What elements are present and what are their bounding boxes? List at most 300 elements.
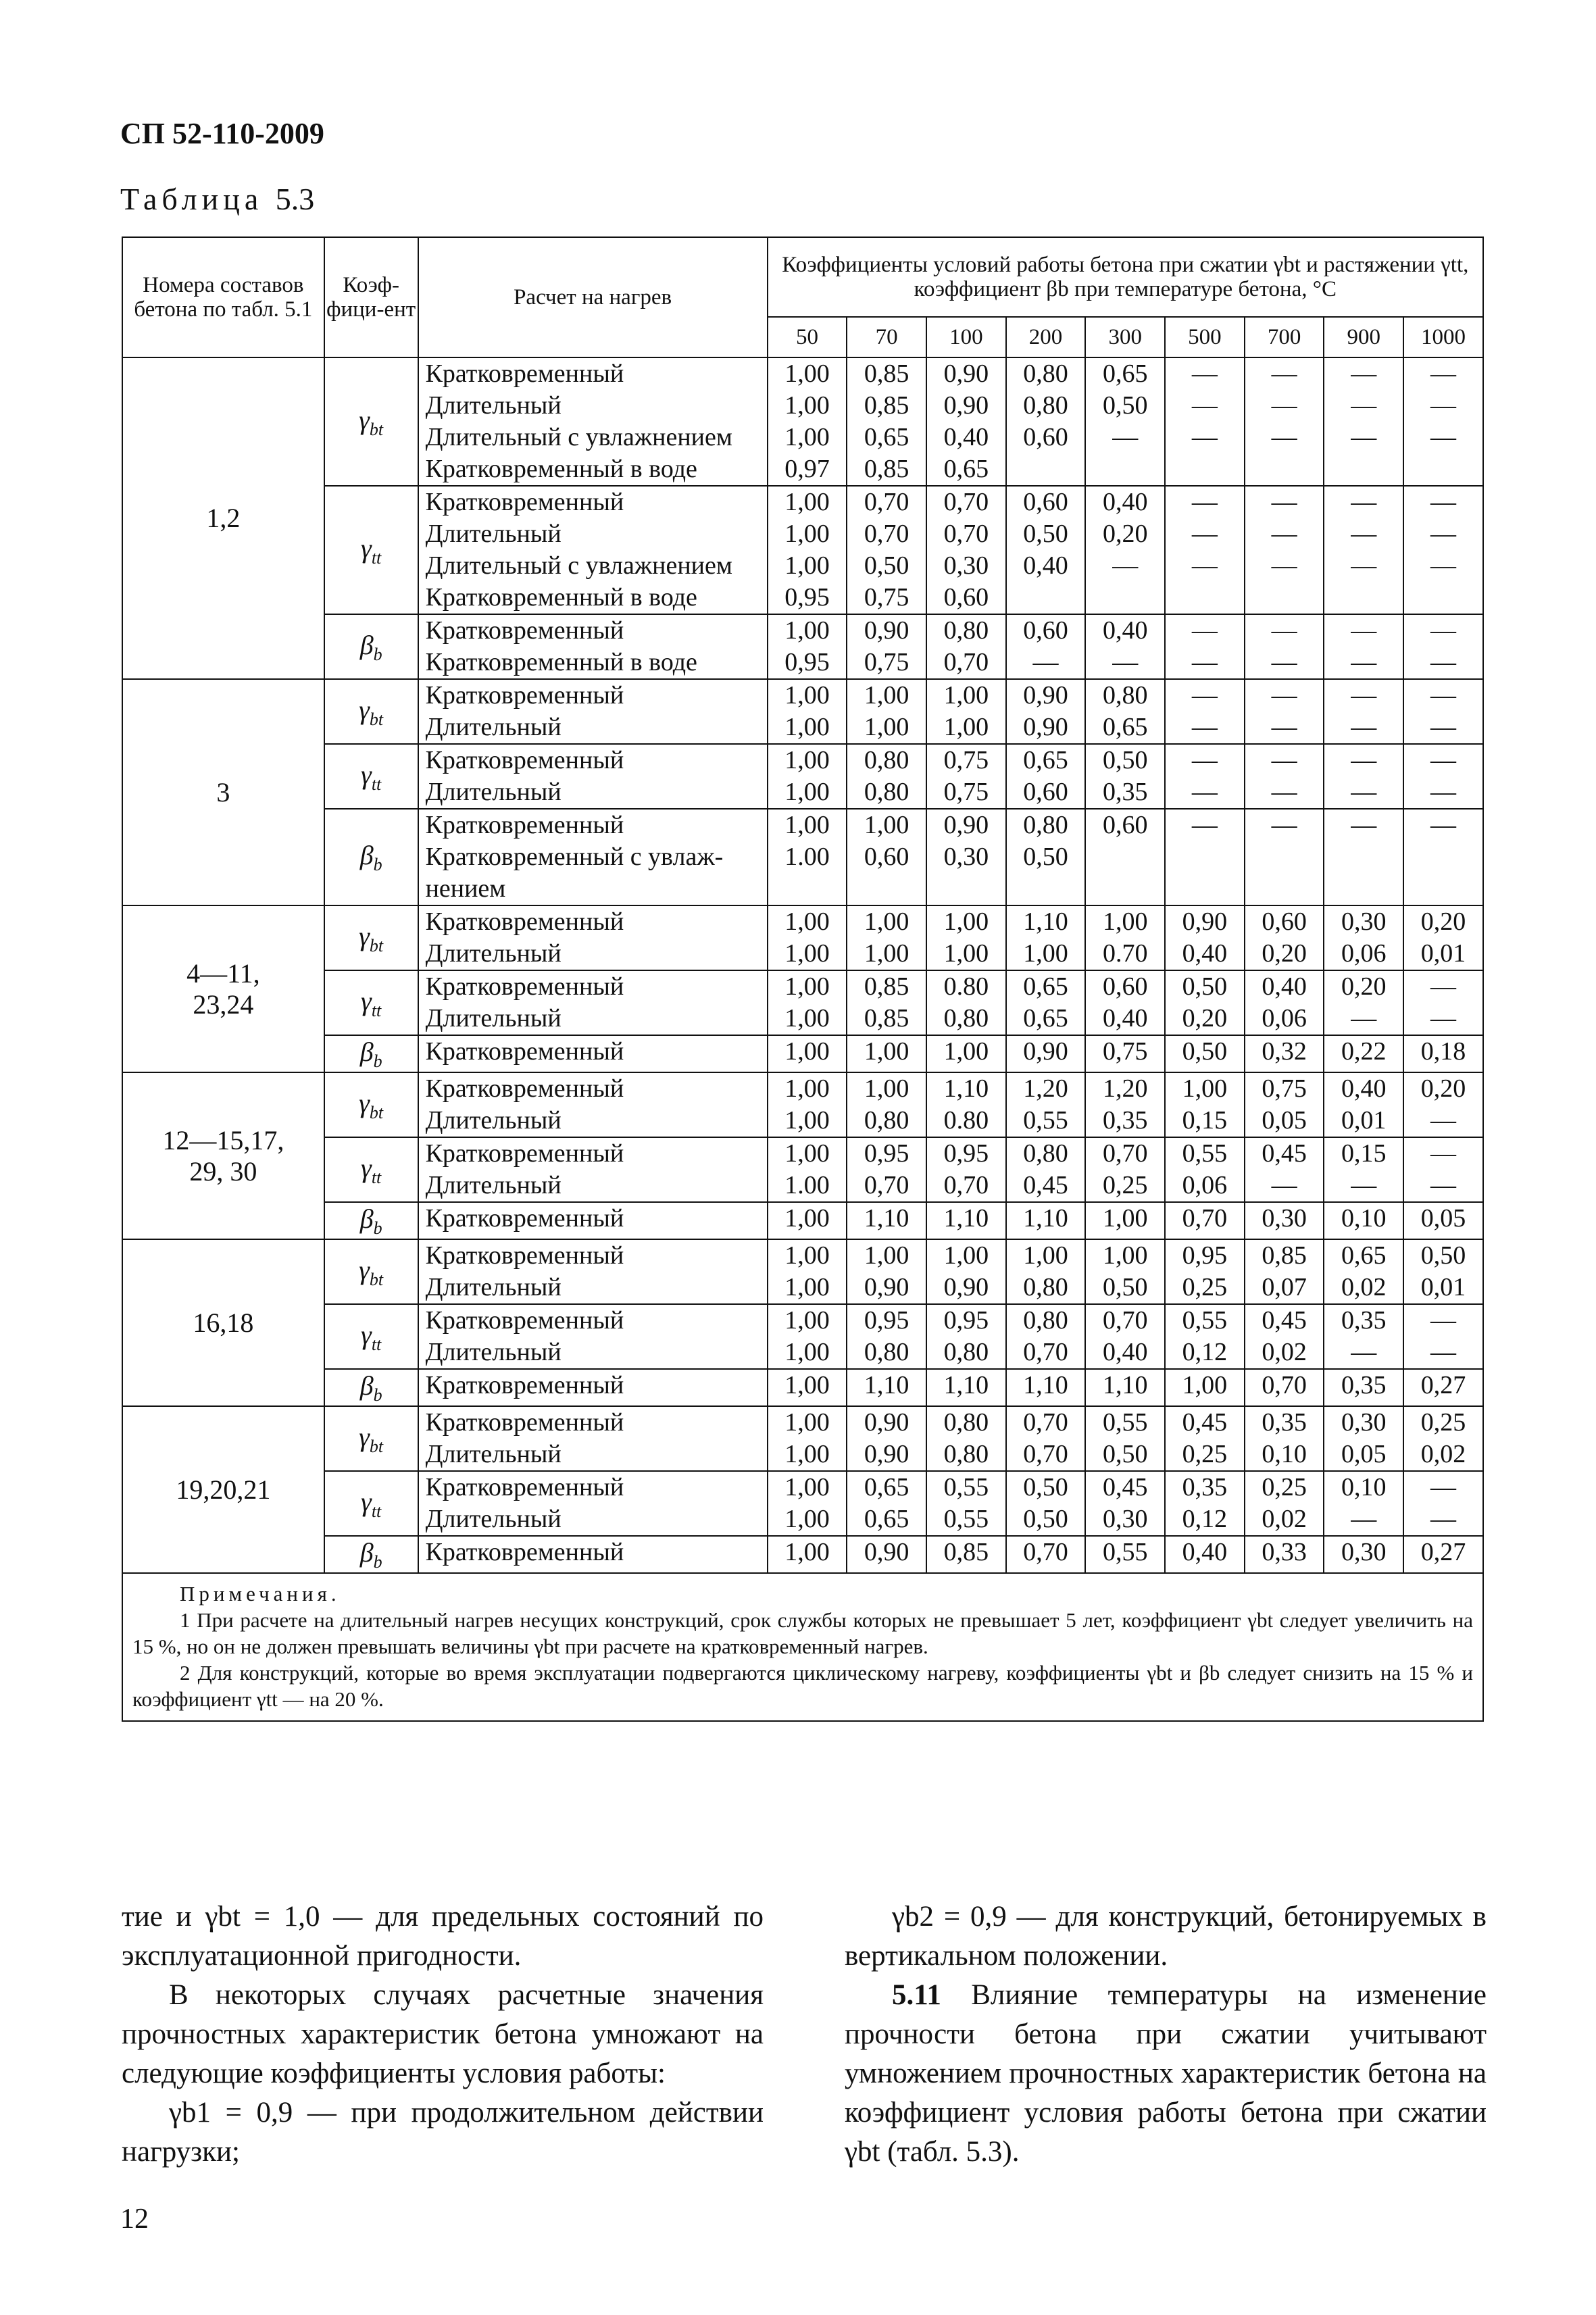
value: 0,20 xyxy=(1420,1074,1466,1103)
value: — xyxy=(1430,746,1457,774)
value-cell-1000 xyxy=(1403,1536,1483,1573)
value-cell-100 xyxy=(926,1536,1006,1573)
value-cell-300 xyxy=(1085,1471,1165,1536)
value-cell-900 xyxy=(1324,970,1403,1035)
value-cell-1000 xyxy=(1403,1072,1483,1137)
value: — xyxy=(1351,746,1377,774)
heating-mode-label: Длительный xyxy=(425,391,562,420)
heating-mode-label: нением xyxy=(425,874,506,903)
value: 0,60 xyxy=(1023,423,1068,451)
value: 0,30 xyxy=(1102,1505,1148,1533)
value: — xyxy=(1430,391,1457,420)
heating-mode-cell xyxy=(418,679,768,744)
composition-line: 1,2 xyxy=(206,503,241,533)
value: 1,10 xyxy=(943,1204,989,1233)
value-cell-900 xyxy=(1324,679,1403,744)
value: 0,70 xyxy=(1102,1139,1148,1168)
composition-line: 12—15,17, xyxy=(162,1124,284,1155)
value: 1,00 xyxy=(784,1004,830,1032)
value: — xyxy=(1430,681,1457,710)
value-cell-300 xyxy=(1085,1202,1165,1239)
coefficient-subscript: b xyxy=(373,1385,382,1405)
left-text-column xyxy=(122,1897,764,2172)
value: 0,80 xyxy=(1023,1306,1068,1335)
value: 0,80 xyxy=(1023,1139,1068,1168)
coefficient-symbol xyxy=(324,1202,418,1239)
value-cell-70 xyxy=(847,1406,926,1471)
value: 1,00 xyxy=(784,1037,830,1066)
value: — xyxy=(1191,811,1218,839)
value xyxy=(1086,841,1164,873)
value: — xyxy=(1351,551,1377,580)
value-cell-900 xyxy=(1324,1369,1403,1406)
value-cell-200 xyxy=(1006,1202,1086,1239)
value: 0,70 xyxy=(1023,1338,1068,1366)
value: 1,00 xyxy=(784,939,830,968)
value-cell-70 xyxy=(847,970,926,1035)
coefficient-symbol xyxy=(324,1369,418,1406)
coefficient-symbol xyxy=(324,1239,418,1304)
value-cell-100 xyxy=(926,1072,1006,1137)
value: 0,10 xyxy=(1341,1204,1387,1233)
heating-mode-label: Длительный xyxy=(425,1273,562,1301)
header-temperature-900: 900 xyxy=(1324,317,1403,357)
value: 0,70 xyxy=(1023,1440,1068,1468)
value-cell-100 xyxy=(926,1406,1006,1471)
coefficient-letter: γ xyxy=(361,1152,372,1183)
value: 0,40 xyxy=(1102,616,1148,645)
value: — xyxy=(1430,1306,1457,1335)
value: 0,50 xyxy=(1023,1473,1068,1501)
value: 0,55 xyxy=(1182,1306,1228,1335)
heating-mode-label: Кратковременный xyxy=(425,1139,624,1168)
value: 1,00 xyxy=(784,1505,830,1533)
value: 0,60 xyxy=(1023,778,1068,806)
value: — xyxy=(1271,681,1297,710)
value: — xyxy=(1191,423,1218,451)
value-cell-70 xyxy=(847,1137,926,1202)
value: 1,00 xyxy=(864,811,909,839)
value-cell-300 xyxy=(1085,679,1165,744)
value: — xyxy=(1271,778,1297,806)
composition-number-cell xyxy=(122,357,324,679)
value: 0,80 xyxy=(943,1408,989,1437)
value-cell-300 xyxy=(1085,614,1165,679)
value: 0,20 xyxy=(1341,972,1387,1001)
value: 0,95 xyxy=(784,583,830,612)
notes-title: Примечания. xyxy=(180,1582,341,1605)
value-cell-700 xyxy=(1245,1369,1324,1406)
coefficient-symbol xyxy=(324,1471,418,1536)
section-text: Влияние температуры на изменение прочности бетона при сжатии учитывают умножением прочностных характеристик бетона на коэффициент условия работы бетона при сжатии γbt (табл. 5.3). xyxy=(845,1979,1487,2168)
table-row xyxy=(122,1406,1483,1471)
heating-mode-label: Длительный xyxy=(425,1505,562,1533)
value-cell-100 xyxy=(926,1202,1006,1239)
heating-mode-label: Длительный xyxy=(425,1440,562,1468)
value-cell-300 xyxy=(1085,744,1165,809)
left-paragraph-1: тие и γbt = 1,0 — для предельных состояний по эксплуатационной пригодности. xyxy=(122,1901,764,1972)
heating-mode-label: Кратковременный xyxy=(425,1037,624,1066)
value: 0,85 xyxy=(864,391,909,420)
value xyxy=(1404,453,1482,485)
table-row xyxy=(122,486,1483,614)
value xyxy=(1086,582,1164,614)
value: 0,80 xyxy=(864,746,909,774)
coefficient-subscript: bt xyxy=(369,709,384,729)
value: 0,55 xyxy=(1023,1106,1068,1135)
value: 1,00 xyxy=(784,551,830,580)
value: 1,00 xyxy=(864,1037,909,1066)
value xyxy=(1324,453,1403,485)
value: 0,55 xyxy=(1102,1538,1148,1566)
value: 0,50 xyxy=(1023,843,1068,871)
page-number: 12 xyxy=(120,2204,149,2235)
value: 0,12 xyxy=(1182,1505,1228,1533)
value-cell-1000 xyxy=(1403,1406,1483,1471)
value-cell-900 xyxy=(1324,357,1403,486)
value: 1,00 xyxy=(784,907,830,936)
value: 0,06 xyxy=(1182,1171,1228,1199)
value-cell-700 xyxy=(1245,1072,1324,1137)
value-cell-200 xyxy=(1006,1406,1086,1471)
value: 0,90 xyxy=(864,1440,909,1468)
table-row xyxy=(122,744,1483,809)
value-cell-100 xyxy=(926,679,1006,744)
value: — xyxy=(1351,616,1377,645)
header-temperature-50: 50 xyxy=(768,317,847,357)
value: 0,30 xyxy=(943,551,989,580)
value: 0,60 xyxy=(943,583,989,612)
value-cell-70 xyxy=(847,614,926,679)
value-cell-300 xyxy=(1085,1239,1165,1304)
value-cell-50 xyxy=(768,744,847,809)
value: 0,90 xyxy=(864,1408,909,1437)
value: 0,50 xyxy=(864,551,909,580)
value xyxy=(1166,582,1244,614)
value: 0,80 xyxy=(1023,1273,1068,1301)
value: 0.80 xyxy=(943,972,989,1001)
value: — xyxy=(1191,681,1218,710)
value: 1,00 xyxy=(784,1139,830,1168)
coefficient-letter: γ xyxy=(359,694,370,725)
value-cell-500 xyxy=(1165,357,1245,486)
value: 0,85 xyxy=(864,1004,909,1032)
value: 0,33 xyxy=(1262,1538,1307,1566)
value: — xyxy=(1430,520,1457,548)
value-cell-300 xyxy=(1085,1072,1165,1137)
value: 0,65 xyxy=(1023,746,1068,774)
value-cell-70 xyxy=(847,1202,926,1239)
value-cell-200 xyxy=(1006,1536,1086,1573)
heating-mode-label: Длительный xyxy=(425,1004,562,1032)
value: 0,70 xyxy=(943,648,989,676)
value: 0,01 xyxy=(1341,1106,1387,1135)
value-cell-500 xyxy=(1165,1369,1245,1406)
value: 0,20 xyxy=(1182,1004,1228,1032)
heating-mode-label: Кратковременный xyxy=(425,616,624,645)
value-cell-1000 xyxy=(1403,679,1483,744)
heating-mode-cell xyxy=(418,809,768,905)
value-cell-1000 xyxy=(1403,1137,1483,1202)
heating-mode-cell xyxy=(418,1304,768,1369)
value: 0,12 xyxy=(1182,1338,1228,1366)
value-cell-300 xyxy=(1085,1304,1165,1369)
value: 0,40 xyxy=(1023,551,1068,580)
value-cell-900 xyxy=(1324,1072,1403,1137)
value-cell-500 xyxy=(1165,1304,1245,1369)
coefficients-table xyxy=(122,237,1484,1722)
value-cell-700 xyxy=(1245,744,1324,809)
value: 0,95 xyxy=(864,1139,909,1168)
value-cell-700 xyxy=(1245,1137,1324,1202)
value: 0,05 xyxy=(1420,1204,1466,1233)
value-cell-70 xyxy=(847,357,926,486)
value: 0,27 xyxy=(1420,1538,1466,1566)
value-cell-700 xyxy=(1245,679,1324,744)
value-cell-900 xyxy=(1324,1035,1403,1072)
coefficient-symbol xyxy=(324,744,418,809)
value: 1,00 xyxy=(943,907,989,936)
coefficient-subscript: bt xyxy=(369,935,384,955)
coefficient-subscript: b xyxy=(373,644,382,664)
left-paragraph-3: γb1 = 0,9 — при продолжительном действии нагрузки; xyxy=(122,2097,764,2168)
value-cell-200 xyxy=(1006,1369,1086,1406)
header-heating-calc: Расчет на нагрев xyxy=(418,237,768,357)
value: — xyxy=(1351,1338,1377,1366)
value: 0,30 xyxy=(1262,1204,1307,1233)
value: 0,35 xyxy=(1102,1106,1148,1135)
header-coefficient: Коэф-фици-ент xyxy=(324,237,418,357)
composition-number-cell xyxy=(122,679,324,905)
value: 0,35 xyxy=(1182,1473,1228,1501)
value-cell-200 xyxy=(1006,614,1086,679)
value-cell-1000 xyxy=(1403,614,1483,679)
value-cell-300 xyxy=(1085,1035,1165,1072)
heating-mode-cell xyxy=(418,614,768,679)
value: 0,50 xyxy=(1102,391,1148,420)
heating-mode-label: Кратковременный xyxy=(425,907,624,936)
coefficient-letter: γ xyxy=(359,1421,370,1452)
value: 1,00 xyxy=(784,1538,830,1566)
value-cell-500 xyxy=(1165,970,1245,1035)
value: — xyxy=(1191,488,1218,516)
value: 0,32 xyxy=(1262,1037,1307,1066)
composition-line: 29, 30 xyxy=(189,1155,257,1187)
value: 0,45 xyxy=(1102,1473,1148,1501)
value xyxy=(1166,841,1244,873)
value: 0,15 xyxy=(1182,1106,1228,1135)
table-row xyxy=(122,614,1483,679)
value: — xyxy=(1191,551,1218,580)
value: 1,00 xyxy=(784,359,830,388)
value: 1,00 xyxy=(784,1338,830,1366)
heating-mode-cell xyxy=(418,1137,768,1202)
value: 0,70 xyxy=(1182,1204,1228,1233)
value: 0,30 xyxy=(1341,1538,1387,1566)
value: — xyxy=(1430,1338,1457,1366)
value: 0,60 xyxy=(1262,907,1307,936)
composition-line: 16,18 xyxy=(193,1307,254,1338)
value: 0,70 xyxy=(943,488,989,516)
heating-mode-cell xyxy=(418,1239,768,1304)
heating-mode-label: Длительный xyxy=(425,713,562,741)
notes-row xyxy=(122,1573,1483,1721)
value-cell-500 xyxy=(1165,905,1245,970)
value: — xyxy=(1430,1004,1457,1032)
value: — xyxy=(1351,1004,1377,1032)
heating-mode-cell xyxy=(418,486,768,614)
value: 0,35 xyxy=(1262,1408,1307,1437)
value: 0,40 xyxy=(1102,1338,1148,1366)
value: 0,80 xyxy=(943,1440,989,1468)
heating-mode-label: Кратковременный xyxy=(425,1538,624,1566)
value: — xyxy=(1430,488,1457,516)
coefficient-subscript: bt xyxy=(369,1102,384,1122)
value: 0,25 xyxy=(1262,1473,1307,1501)
value: 0,02 xyxy=(1420,1440,1466,1468)
table-row xyxy=(122,1471,1483,1536)
value: — xyxy=(1351,713,1377,741)
heating-mode-cell xyxy=(418,744,768,809)
value: 0,75 xyxy=(1102,1037,1148,1066)
value: 1,10 xyxy=(864,1371,909,1399)
value: 0,05 xyxy=(1262,1106,1307,1135)
value-cell-900 xyxy=(1324,744,1403,809)
table-row xyxy=(122,1035,1483,1072)
value: 0,40 xyxy=(1262,972,1307,1001)
heating-mode-label: Кратковременный xyxy=(425,1473,624,1501)
value-cell-70 xyxy=(847,1072,926,1137)
value: 1,00 xyxy=(1023,1241,1068,1270)
coefficient-letter: β xyxy=(359,840,374,870)
coefficient-letter: γ xyxy=(361,985,372,1016)
value: 0,60 xyxy=(1023,616,1068,645)
value: 0,75 xyxy=(943,746,989,774)
value-cell-50 xyxy=(768,1369,847,1406)
value: — xyxy=(1191,359,1218,388)
heating-mode-cell xyxy=(418,357,768,486)
value xyxy=(1245,582,1324,614)
value: 0,80 xyxy=(864,778,909,806)
heating-mode-label: Кратковременный xyxy=(425,1408,624,1437)
value: — xyxy=(1271,648,1297,676)
value-cell-700 xyxy=(1245,905,1324,970)
value: 0,90 xyxy=(1023,1037,1068,1066)
value-cell-300 xyxy=(1085,486,1165,614)
header-temperature-300: 300 xyxy=(1085,317,1165,357)
value: 1,00 xyxy=(784,1106,830,1135)
value: 0,65 xyxy=(1023,1004,1068,1032)
value: — xyxy=(1271,616,1297,645)
coefficient-subscript: b xyxy=(373,855,382,874)
header-composition-number: Номера составов бетона по табл. 5.1 xyxy=(122,237,324,357)
value-cell-500 xyxy=(1165,1536,1245,1573)
value: — xyxy=(1271,713,1297,741)
value-cell-1000 xyxy=(1403,1304,1483,1369)
value: 0,25 xyxy=(1420,1408,1466,1437)
value: 0,80 xyxy=(943,616,989,645)
value: — xyxy=(1351,811,1377,839)
value xyxy=(1324,841,1403,873)
composition-line: 23,24 xyxy=(193,989,254,1020)
value-cell-200 xyxy=(1006,1304,1086,1369)
value: — xyxy=(1271,391,1297,420)
value: 0,80 xyxy=(1102,681,1148,710)
value: 0,85 xyxy=(864,455,909,483)
heating-mode-label: Кратковременный xyxy=(425,746,624,774)
value-cell-500 xyxy=(1165,809,1245,905)
value-cell-700 xyxy=(1245,1304,1324,1369)
value-cell-50 xyxy=(768,1035,847,1072)
value: 1,00 xyxy=(864,713,909,741)
value: — xyxy=(1271,423,1297,451)
value-cell-50 xyxy=(768,679,847,744)
table-row xyxy=(122,1304,1483,1369)
value: 0,85 xyxy=(864,972,909,1001)
value: 0.70 xyxy=(1102,939,1148,968)
value: — xyxy=(1430,811,1457,839)
value: 1,00 xyxy=(784,1306,830,1335)
value: 0,01 xyxy=(1420,939,1466,968)
coefficient-symbol xyxy=(324,1035,418,1072)
value: 0,85 xyxy=(864,359,909,388)
composition-line: 4—11, xyxy=(186,957,260,989)
coefficient-symbol xyxy=(324,809,418,905)
value: — xyxy=(1430,1171,1457,1199)
value-cell-200 xyxy=(1006,357,1086,486)
value: — xyxy=(1112,423,1139,451)
value: 1.00 xyxy=(784,1171,830,1199)
value: 0,10 xyxy=(1341,1473,1387,1501)
value: 0,20 xyxy=(1262,939,1307,968)
value: 1,00 xyxy=(784,391,830,420)
coefficient-symbol xyxy=(324,1304,418,1369)
heating-mode-label: Длительный xyxy=(425,1171,562,1199)
heating-mode-label: Кратковременный в воде xyxy=(425,455,697,483)
value xyxy=(1007,582,1085,614)
value: 0,65 xyxy=(864,1473,909,1501)
value: 0,80 xyxy=(1023,359,1068,388)
value: 0,40 xyxy=(1102,488,1148,516)
value-cell-200 xyxy=(1006,1072,1086,1137)
value: 1,20 xyxy=(1023,1074,1068,1103)
value-cell-50 xyxy=(768,1406,847,1471)
value: 0,25 xyxy=(1182,1440,1228,1468)
table-row xyxy=(122,1536,1483,1573)
value-cell-500 xyxy=(1165,1406,1245,1471)
coefficient-letter: γ xyxy=(361,759,372,790)
heating-mode-label: Кратковременный xyxy=(425,681,624,710)
coefficient-subscript: bt xyxy=(369,1269,384,1289)
coefficient-subscript: tt xyxy=(371,1334,382,1354)
value: 0,70 xyxy=(1262,1371,1307,1399)
value: — xyxy=(1430,551,1457,580)
heating-mode-label: Кратковременный xyxy=(425,1306,624,1335)
value: 0,80 xyxy=(1023,811,1068,839)
value-cell-50 xyxy=(768,1202,847,1239)
heating-mode-label: Длительный с увлажнением xyxy=(425,551,732,580)
table-row xyxy=(122,1369,1483,1406)
header-temperature-1000: 1000 xyxy=(1403,317,1483,357)
value: — xyxy=(1430,1473,1457,1501)
value-cell-900 xyxy=(1324,1202,1403,1239)
document-code: СП 52-110-2009 xyxy=(120,117,324,150)
value-cell-1000 xyxy=(1403,1239,1483,1304)
section-number: 5.11 xyxy=(892,1979,941,2011)
note-1: 1 При расчете на длительный нагрев несущих конструкций, срок службы которых не превышает 5 лет, коэффициент γbt следует увеличить на 15 %, но он не должен превышать величины γbt при расчете на кратковременный нагрев. xyxy=(132,1608,1473,1658)
table-row xyxy=(122,809,1483,905)
heating-mode-cell xyxy=(418,970,768,1035)
